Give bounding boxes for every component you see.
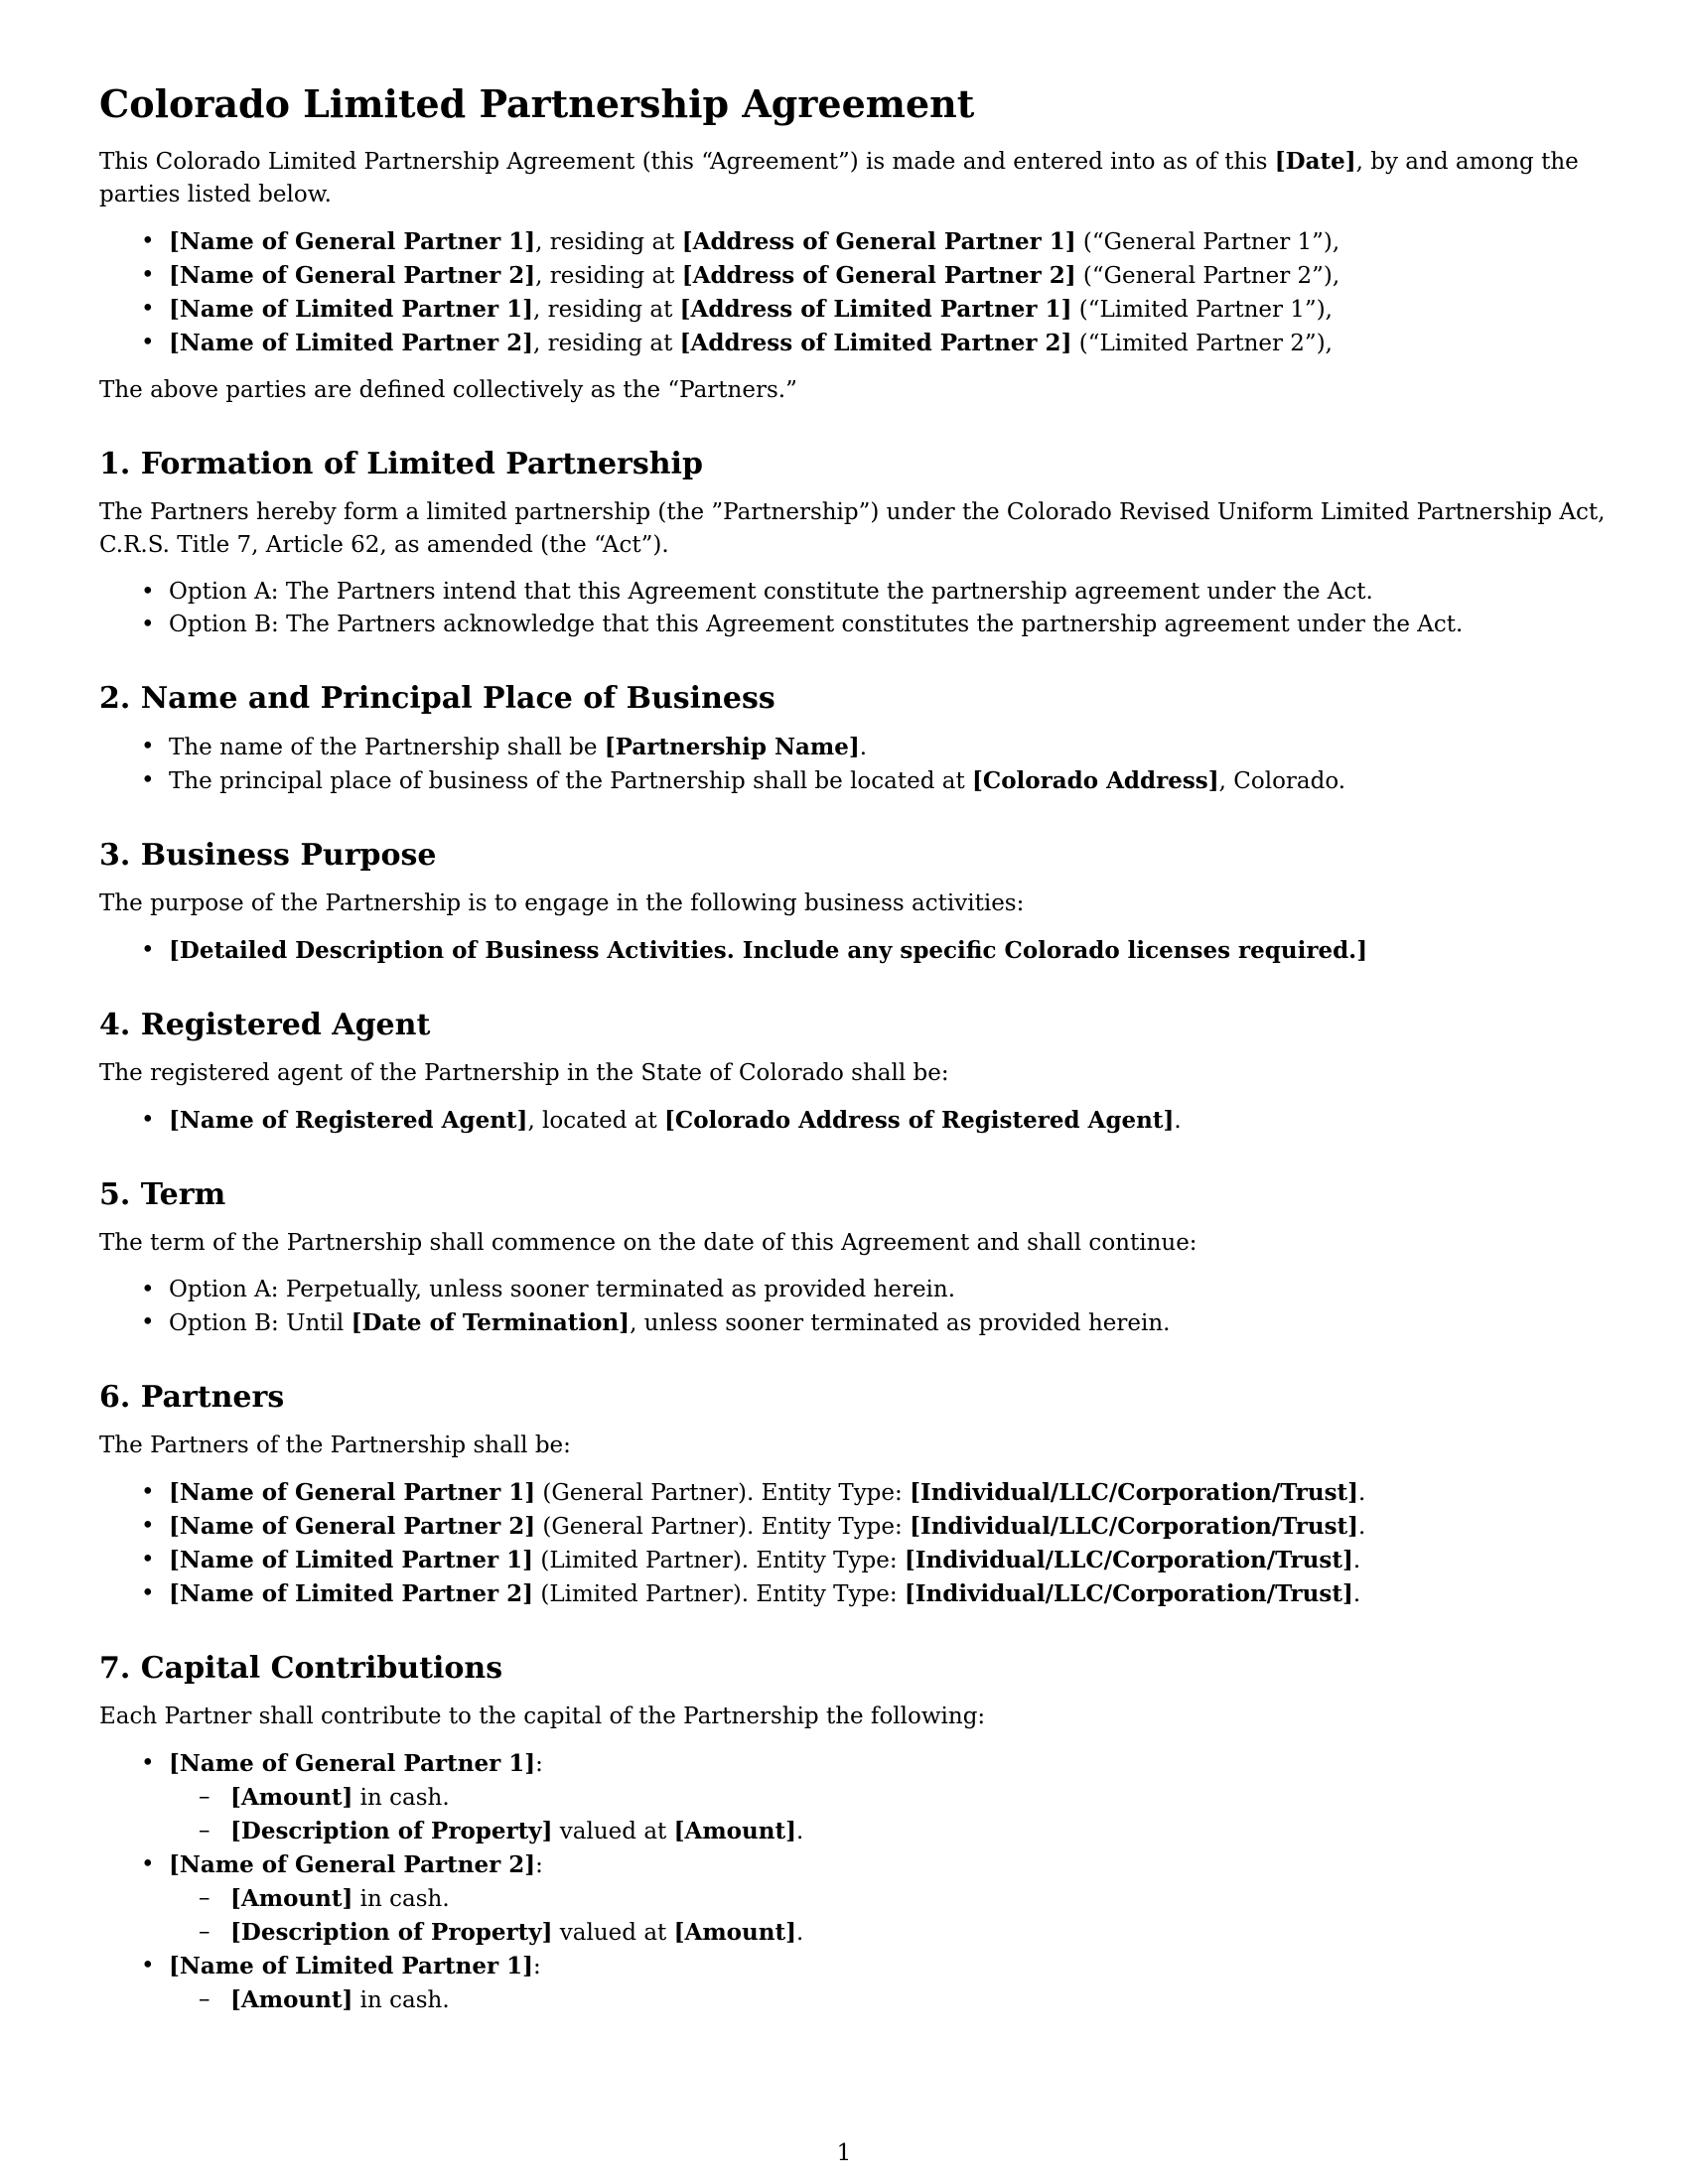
list-item: • [Name of Limited Partner 1] (Limited Partner). Entity Type: [Individual/LLC/Corporation/Trust]. xyxy=(169,1544,1609,1577)
list-item: • The principal place of business of the Partnership shall be located at [Colorado Address], Colorado. xyxy=(169,764,1609,798)
section-heading: 6. Partners xyxy=(99,1379,285,1415)
section-partners xyxy=(99,1380,1609,1611)
parties-list xyxy=(99,225,1609,360)
name-place-list xyxy=(99,731,1609,798)
section-heading: 5. Term xyxy=(99,1176,226,1212)
sub-list xyxy=(169,1983,1609,2017)
list-item: • [Name of General Partner 2]: – [Amount] in cash. – [Description of Property] valued at [Amount]. xyxy=(169,1848,1609,1950)
list-item: • [Name of General Partner 2] (General Partner). Entity Type: [Individual/LLC/Corporation/Trust]. xyxy=(169,1510,1609,1544)
section-formation xyxy=(99,447,1609,641)
page-number: 1 xyxy=(836,2140,852,2166)
sub-list-item: – [Description of Property] valued at [Amount]. xyxy=(230,1916,1609,1950)
date-placeholder: [Date] xyxy=(1274,147,1356,175)
section-text: The registered agent of the Partnership in the State of Colorado shall be: xyxy=(99,1059,949,1086)
sub-list-item: – [Amount] in cash. xyxy=(230,1983,1609,2017)
section-heading: 4. Registered Agent xyxy=(99,1007,431,1042)
section-heading: 7. Capital Contributions xyxy=(99,1650,503,1686)
list-item: • [Name of Limited Partner 2], residing at [Address of Limited Partner 2] (“Limited Partner 2”), xyxy=(169,327,1609,360)
section-text: The Partners hereby form a limited partnership (the ”Partnership”) under the Colorado Revised Uniform Limited Partnership Act, C.R.S. Title 7, Article 62, as amended (the “Act”). xyxy=(99,498,1606,558)
list-item: • [Name of Registered Agent], located at [Colorado Address of Registered Agent]. xyxy=(169,1104,1609,1138)
section-heading: 2. Name and Principal Place of Business xyxy=(99,680,775,716)
list-item: • Option A: The Partners intend that this Agreement constitute the partnership agreement under the Act. xyxy=(169,576,1609,609)
list-item: • [Name of Limited Partner 1], residing at [Address of Limited Partner 1] (“Limited Partner 1”), xyxy=(169,293,1609,327)
sub-list xyxy=(169,1882,1609,1950)
sub-list xyxy=(169,1781,1609,1848)
list-item: • Option A: Perpetually, unless sooner terminated as provided herein. xyxy=(169,1274,1609,1306)
section-text: Each Partner shall contribute to the capital of the Partnership the following: xyxy=(99,1703,986,1729)
list-item: • [Name of Limited Partner 2] (Limited Partner). Entity Type: [Individual/LLC/Corporation/Trust]. xyxy=(169,1577,1609,1611)
sub-list-item: – [Amount] in cash. xyxy=(230,1882,1609,1916)
purpose-list xyxy=(99,934,1609,968)
sub-list-item: – [Amount] in cash. xyxy=(230,1781,1609,1815)
list-item: • [Detailed Description of Business Activities. Include any specific Colorado licenses required.] xyxy=(169,934,1609,968)
document-page xyxy=(99,81,1609,2031)
list-item: • Option B: The Partners acknowledge that this Agreement constitutes the partnership agreement under the Act. xyxy=(169,609,1609,641)
section-text: The term of the Partnership shall commence on the date of this Agreement and shall continue: xyxy=(99,1229,1197,1256)
section-business-purpose xyxy=(99,838,1609,968)
list-item: • [Name of Limited Partner 1]: – [Amount] in cash. xyxy=(169,1950,1609,2017)
list-item: • [Name of General Partner 1]: – [Amount] in cash. – [Description of Property] valued at [Amount]. xyxy=(169,1747,1609,1848)
section-name-place xyxy=(99,681,1609,798)
section-term xyxy=(99,1177,1609,1340)
agent-list xyxy=(99,1104,1609,1138)
section-text: The Partners of the Partnership shall be: xyxy=(99,1432,571,1458)
section-heading: 1. Formation of Limited Partnership xyxy=(99,446,703,481)
section-text: The purpose of the Partnership is to engage in the following business activities: xyxy=(99,889,1025,916)
section-capital-contributions xyxy=(99,1651,1609,2017)
parties-definition: The above parties are defined collectively as the “Partners.” xyxy=(99,376,797,403)
document-title: Colorado Limited Partnership Agreement xyxy=(99,81,975,126)
options-list xyxy=(99,576,1609,641)
contributions-list xyxy=(99,1747,1609,2017)
list-item: • Option B: Until [Date of Termination], unless sooner terminated as provided herein. xyxy=(169,1306,1609,1340)
partners-list xyxy=(99,1476,1609,1611)
term-options-list xyxy=(99,1274,1609,1340)
section-heading: 3. Business Purpose xyxy=(99,837,437,873)
sub-list-item: – [Description of Property] valued at [Amount]. xyxy=(230,1815,1609,1848)
list-item: • [Name of General Partner 2], residing at [Address of General Partner 2] (“General Partner 2”), xyxy=(169,259,1609,293)
list-item: • [Name of General Partner 1] (General Partner). Entity Type: [Individual/LLC/Corporation/Trust]. xyxy=(169,1476,1609,1510)
list-item: • The name of the Partnership shall be [Partnership Name]. xyxy=(169,731,1609,764)
section-registered-agent xyxy=(99,1008,1609,1138)
intro-paragraph: This Colorado Limited Partnership Agreement (this “Agreement”) is made and entered into as of this [Date], by and among the parties listed below. xyxy=(99,147,1579,207)
list-item: • [Name of General Partner 1], residing at [Address of General Partner 1] (“General Partner 1”), xyxy=(169,225,1609,259)
